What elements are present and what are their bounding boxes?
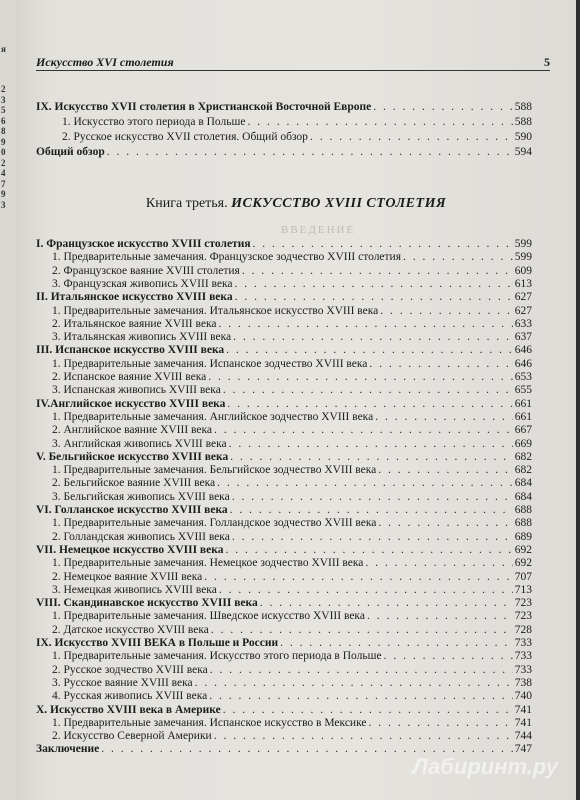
toc-entry-page: 669: [514, 437, 532, 450]
toc-entry-label: 2. Датское искусство XVIII века: [52, 623, 209, 636]
leader-dots: [235, 277, 513, 291]
toc-entry-page: 599: [514, 238, 532, 250]
leader-dots: [214, 729, 513, 743]
toc-section: [52, 250, 532, 264]
toc-entry-page: 740: [514, 690, 532, 703]
toc-entry-label: 3. Французская живопись XVIII века: [52, 277, 233, 290]
toc-entry-label: 3. Английская живопись XVIII века: [52, 437, 227, 450]
toc-chapter: [36, 237, 532, 251]
leader-dots: [260, 596, 513, 610]
toc-entry-page: 713: [514, 583, 532, 596]
toc-chapter: [36, 503, 532, 517]
adjacent-page-fragment: 4: [1, 168, 6, 178]
toc-section: [52, 357, 532, 371]
leader-dots: [253, 237, 513, 251]
adjacent-page-fragment: 2: [1, 84, 6, 94]
toc-chapter: [36, 543, 532, 557]
leader-dots: [219, 317, 513, 331]
toc-entry-label: VI. Голланское искусство XVIII века: [36, 504, 228, 516]
leader-dots: [223, 703, 513, 717]
adjacent-page-fragment: 9: [1, 136, 6, 147]
toc-entry-label: 2. Русское искусство XVII столетия. Общий обзор: [62, 131, 308, 143]
toc-entry-label: 1. Предварительные замечания. Шведское искусство XVIII века: [52, 610, 365, 623]
toc-entry-label: Общий обзор: [36, 146, 105, 158]
toc-entry-label: III. Испанское искусство XVIII века: [36, 344, 225, 357]
leader-dots: [378, 516, 512, 530]
page-number: 5: [544, 55, 550, 69]
toc-entry-page: 692: [514, 557, 532, 570]
toc-entry-label: 1. Предварительные замечания. Итальянское искусство XVIII века: [52, 304, 379, 317]
toc-chapter: [36, 343, 532, 357]
toc-entry-label: 2. Немецкое ваяние XVIII века: [52, 570, 203, 583]
toc-section: [52, 476, 532, 490]
toc-chapter: [36, 397, 532, 411]
toc-entry-label: IV.Английское искусство XVIII века: [36, 397, 226, 410]
show-through-text: ВВЕДЕНИЕ: [281, 224, 356, 236]
leader-dots: [195, 676, 513, 690]
leader-dots: [367, 609, 513, 623]
toc-entry-label: 1. Предварительные замечания. Бельгийское зодчество XVIII века: [52, 464, 377, 477]
toc-entry-page: 637: [514, 331, 532, 344]
toc-section: [52, 663, 532, 677]
leader-dots: [210, 663, 513, 677]
toc-chapter: [36, 145, 532, 159]
toc-chapter: [36, 450, 532, 464]
adjacent-page-edge: [0, 0, 17, 800]
toc-section: [52, 437, 532, 451]
adjacent-page-fragment: 0: [1, 147, 6, 157]
toc-entry-page: 661: [514, 397, 532, 410]
toc-entry-label: X. Искусство XVIII века в Америке: [36, 703, 221, 716]
adjacent-page-fragment: 2: [1, 157, 6, 168]
watermark-logo: Лабиринт.ру: [412, 754, 558, 779]
toc-entry-label: 1. Искусство этого периода в Польше: [62, 116, 246, 128]
leader-dots: [223, 383, 513, 397]
toc-entry-label: 2. Бельгийское ваяние XVIII века: [52, 477, 216, 490]
toc-section: [52, 277, 532, 291]
adjacent-page-fragment: 5: [1, 105, 6, 115]
toc-entry-page: 723: [514, 597, 532, 610]
toc-entry-page: 738: [514, 676, 532, 689]
toc-entry-label: 1. Предварительные замечания. Французское зодчество XVIII столетия: [52, 251, 402, 264]
toc-chapter: [36, 100, 532, 114]
toc-entry-page: 667: [514, 424, 532, 437]
toc-entry-label: 3. Русское ваяние XVIII века: [52, 676, 193, 689]
toc-entry-label: 2. Искусство Северной Америки: [52, 730, 212, 743]
toc-entry-page: 633: [514, 317, 532, 330]
toc-entry-page: 613: [514, 277, 532, 290]
toc-section: [52, 609, 532, 623]
toc-entry-label: 4. Русская живопись XVIII века: [52, 690, 208, 703]
toc-entry-page: 688: [514, 504, 532, 516]
leader-dots: [232, 490, 513, 504]
toc-section: [52, 649, 532, 663]
toc-entry-label: IX. Искусство XVII столетия в Христианской Восточной Европе: [36, 101, 372, 113]
toc-entry-page: 646: [514, 344, 532, 357]
toc-entry-page: 688: [514, 517, 532, 530]
toc-entry-label: 2. Испанское ваяние XVIII века: [52, 371, 207, 383]
leader-dots: [225, 543, 512, 557]
toc-entry-label: VII. Немецкое искусство XVIII века: [36, 543, 224, 556]
leader-dots: [226, 343, 513, 357]
book-three-title: ИСКУССТВО XVIII СТОЛЕТИЯ: [231, 196, 447, 211]
toc-entry-label: IX. Искусство XVIII ВЕКА в Польше и России: [36, 637, 279, 649]
toc-entry-page: 627: [514, 291, 532, 304]
toc-entry-label: 2. Французское ваяние XVIII столетия: [52, 264, 240, 277]
toc-entry-page: 728: [514, 623, 532, 636]
toc-section: [52, 463, 532, 477]
toc-entry-page: 588: [514, 101, 532, 113]
toc-section: [52, 623, 532, 637]
toc-entry-page: 646: [514, 357, 532, 370]
adjacent-page-fragment: я: [1, 44, 6, 54]
toc-chapter: [36, 596, 532, 610]
toc-entry-page: 609: [514, 264, 532, 277]
toc-chapter: [36, 290, 532, 304]
leader-dots: [380, 304, 512, 318]
toc-section: [52, 676, 532, 690]
leader-dots: [369, 716, 513, 730]
toc-entry-label: 3. Итальянская живопись XVIII века: [52, 331, 232, 344]
running-head-title: Искусство XVI столетия: [36, 55, 174, 69]
leader-dots: [233, 330, 513, 344]
leader-dots: [365, 556, 512, 570]
leader-dots: [369, 357, 512, 371]
toc-entry-label: 1. Предварительные замечания. Испанское зодчество XVIII века: [52, 357, 368, 370]
toc-entry-page: 741: [514, 703, 532, 716]
toc-section: [52, 370, 532, 384]
toc-section: [52, 423, 532, 437]
adjacent-page-fragment: 7: [1, 178, 6, 189]
toc-entry-page: 733: [514, 650, 532, 663]
toc-section: [52, 383, 532, 397]
leader-dots: [403, 250, 513, 264]
leader-dots: [375, 410, 513, 424]
book-page: [16, 0, 576, 800]
toc-entry-page: 627: [514, 304, 532, 317]
leader-dots: [208, 370, 513, 384]
toc-entry-page: 684: [514, 477, 532, 490]
toc-section: [52, 530, 532, 544]
leader-dots: [211, 623, 513, 637]
toc-entry-label: 2. Русское зодчество XVIII века: [52, 663, 208, 676]
leader-dots: [242, 264, 513, 278]
toc-entry-label: Заключение: [36, 743, 100, 756]
toc-entry-page: 682: [514, 464, 532, 477]
running-head: [36, 54, 550, 71]
toc-entry-label: II. Итальянское искусство XVIII века: [36, 291, 233, 304]
toc-entry-page: 733: [514, 663, 532, 676]
toc-section: [52, 330, 532, 344]
adjacent-page-fragment: 9: [1, 189, 6, 199]
toc-entry-label: V. Бельгийское искусство XVIII века: [36, 450, 229, 463]
leader-dots: [230, 450, 513, 464]
toc-entry-page: 655: [514, 384, 532, 397]
toc-entry-label: 2. Итальянское ваяние XVIII века: [52, 317, 217, 330]
toc-section: [52, 689, 532, 703]
leader-dots: [232, 530, 513, 544]
book-three-heading: [16, 196, 576, 212]
toc-section: [52, 317, 532, 331]
adjacent-page-fragment: 3: [1, 94, 6, 105]
leader-dots: [378, 463, 512, 477]
toc-section: [62, 130, 532, 144]
book-three-prefix: Книга третья.: [145, 196, 228, 211]
leader-dots: [373, 100, 513, 114]
leader-dots: [219, 583, 513, 597]
toc-entry-page: 661: [514, 410, 532, 423]
toc-entry-page: 590: [514, 131, 532, 143]
toc-entry-page: 692: [514, 543, 532, 556]
toc-entry-page: 599: [514, 251, 532, 264]
toc-entry-page: 741: [514, 716, 532, 729]
toc-entry-label: 2. Английское ваяние XVIII века: [52, 424, 213, 437]
toc-entry-page: 653: [514, 371, 532, 383]
leader-dots: [384, 649, 513, 663]
leader-dots: [229, 437, 513, 451]
leader-dots: [235, 290, 513, 304]
toc-entry-label: 2. Голландская живопись XVIII века: [52, 530, 230, 543]
toc-entry-page: 723: [514, 610, 532, 623]
toc-entry-label: VIII. Скандинавское искусство XVIII века: [36, 597, 258, 610]
adjacent-page-fragment: 8: [1, 126, 6, 136]
toc-chapter: [36, 703, 532, 717]
toc-section: [52, 516, 532, 530]
toc-entry-page: 689: [514, 530, 532, 543]
toc-section: [52, 570, 532, 584]
toc-section: [52, 583, 532, 597]
toc-entry-label: I. Французское искусство XVIII столетия: [36, 238, 251, 250]
toc-section: [52, 264, 532, 278]
toc-section: [52, 729, 532, 743]
toc-section: [52, 410, 532, 424]
toc-section: [52, 556, 532, 570]
leader-dots: [204, 570, 513, 584]
leader-dots: [217, 476, 513, 490]
toc-entry-page: 684: [514, 490, 532, 503]
toc-entry-page: 747: [514, 743, 532, 756]
toc-section: [52, 490, 532, 504]
leader-dots: [280, 636, 513, 650]
toc-entry-page: 588: [514, 116, 532, 128]
toc-entry-label: 1. Предварительные замечания. Испанское искусство в Мексике: [52, 716, 367, 729]
leader-dots: [230, 503, 513, 517]
toc-entry-label: 3. Испанская живопись XVIII века: [52, 384, 221, 397]
leader-dots: [214, 423, 513, 437]
adjacent-page-fragment: 3: [1, 199, 6, 210]
leader-dots: [247, 115, 512, 129]
toc-entry-page: 733: [514, 637, 532, 649]
toc-entry-label: 1. Предварительные замечания. Голландское зодчество XVIII века: [52, 517, 377, 530]
toc-entry-label: 3. Бельгийская живопись XVIII века: [52, 490, 230, 503]
toc-entry-page: 682: [514, 450, 532, 463]
toc-section: [62, 115, 532, 129]
leader-dots: [107, 145, 513, 159]
toc-entry-page: 744: [514, 730, 532, 743]
toc-entry-label: 3. Немецкая живопись XVIII века: [52, 583, 217, 596]
leader-dots: [310, 130, 513, 144]
toc-entry-label: 1. Предварительные замечания. Искусство этого периода в Польше: [52, 650, 382, 663]
leader-dots: [209, 689, 513, 703]
toc-section: [52, 304, 532, 318]
adjacent-page-fragment: 6: [1, 115, 6, 126]
toc-entry-page: 594: [514, 146, 532, 158]
toc-entry-page: 707: [514, 570, 532, 583]
toc-entry-label: 1. Предварительные замечания. Английское зодчество XVIII века: [52, 410, 374, 423]
toc-entry-label: 1. Предварительные замечания. Немецкое зодчество XVIII века: [52, 557, 364, 570]
toc-chapter: [36, 636, 532, 650]
toc-section: [52, 716, 532, 730]
leader-dots: [227, 397, 512, 411]
